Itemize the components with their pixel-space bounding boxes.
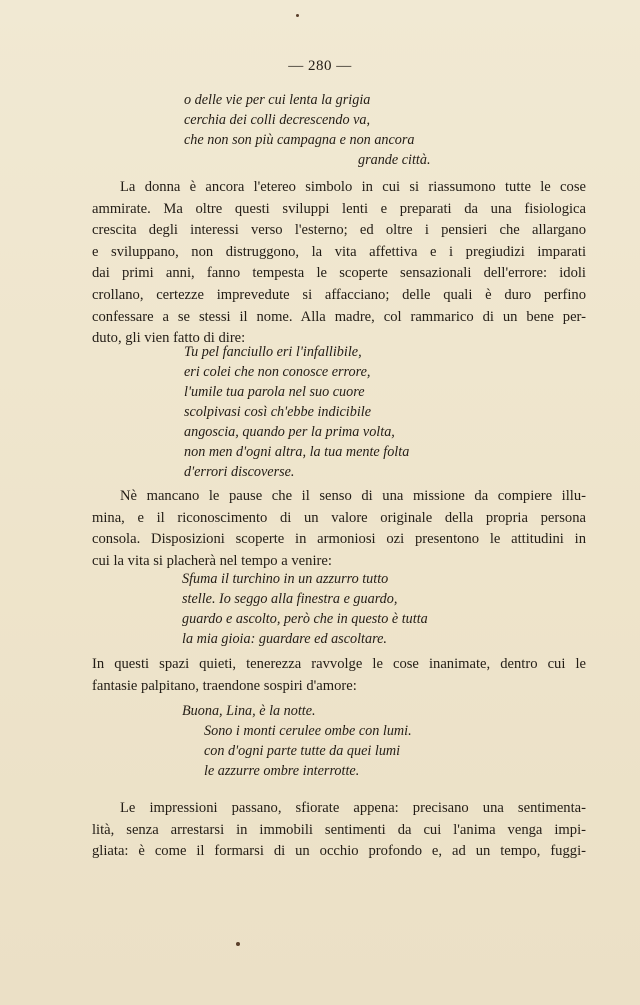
- text-line: crescita degli interessi verso l'esterno; ed oltre i pensieri che allargano: [92, 222, 586, 239]
- verse-line: scolpivasi così ch'ebbe indicibile: [184, 404, 372, 420]
- paragraph-2: [92, 486, 586, 572]
- text-line: La donna è ancora l'etereo simbolo in cui si riassumono tutte le cose: [120, 179, 586, 195]
- paragraph-1: [92, 177, 586, 350]
- verse-line: con d'ogni parte tutte da quei lumi: [204, 743, 401, 759]
- verse-line: Sfuma il turchino in un azzurro tutto: [182, 571, 389, 587]
- text-line: consola. Disposizioni scoperte in armoniosi ozi presentono le attitudini in: [92, 531, 586, 548]
- text-line: In questi spazi quieti, tenerezza ravvolge le cose inanimate, dentro cui le: [92, 656, 586, 672]
- text-line: Nè mancano le pause che il senso di una missione da compiere illu-: [120, 488, 586, 504]
- verse-line: Buona, Lina, è la notte.: [182, 703, 316, 719]
- verse-line: guardo e ascolto, però che in questo è tutta: [182, 611, 428, 627]
- verse-line: o delle vie per cui lenta la grigia: [184, 92, 371, 108]
- verse-quote-3: [182, 569, 428, 649]
- verse-line: che non son più campagna e non ancora: [184, 132, 415, 148]
- text-line: lità, senza arrestarsi in immobili sentimenti da cui l'anima venga impi-: [92, 821, 586, 838]
- verse-line: stelle. Io seggo alla finestra e guardo,: [182, 591, 398, 607]
- page-number: — 280 —: [288, 58, 352, 74]
- text-line: dai primi anni, fanno tempesta le scoperte sensazionali dell'errore: idoli: [92, 265, 586, 282]
- paragraph-4: [92, 798, 586, 863]
- text-line: fantasie palpitano, traendone sospiri d'amore:: [92, 677, 357, 694]
- text-line: gliata: è come il formarsi di un occhio profondo e, ad un tempo, fuggi-: [92, 843, 586, 860]
- verse-quote-2: [184, 342, 409, 482]
- text-line: e sviluppano, non distruggono, la vita affettiva e i pregiudizi imparati: [92, 243, 586, 260]
- verse-line: Tu pel fanciullo eri l'infallibile,: [184, 344, 362, 360]
- text-line: Le impressioni passano, sfiorate appena: precisano una sentimenta-: [120, 800, 586, 816]
- text-line: duto, gli vien fatto di dire:: [92, 330, 246, 347]
- verse-line: cerchia dei colli decrescendo va,: [184, 112, 371, 128]
- verse-line: eri colei che non conosce errore,: [184, 364, 371, 380]
- verse-line: angoscia, quando per la prima volta,: [184, 424, 395, 440]
- verse-line: le azzurre ombre interrotte.: [204, 763, 360, 779]
- text-line: ammirate. Ma oltre questi sviluppi lenti e preparati da una fisiologica: [92, 200, 586, 217]
- verse-quote-1: [184, 90, 431, 170]
- verse-line: l'umile tua parola nel suo cuore: [184, 384, 365, 400]
- text-line: crollano, certezze imprevedute si affacciano; delle quali è duro perfino: [92, 286, 586, 303]
- text-line: cui la vita si placherà nel tempo a venire:: [92, 552, 332, 569]
- verse-line: Sono i monti cerulee ombe con lumi.: [204, 723, 412, 739]
- ink-speck: [236, 942, 240, 946]
- paragraph-3: [92, 654, 586, 697]
- text-line: confessare a se stessi il nome. Alla madre, col rammarico di un bene per-: [92, 308, 586, 325]
- verse-line: la mia gioia: guardare ed ascoltare.: [182, 631, 387, 647]
- verse-quote-4: [182, 701, 412, 781]
- verse-line: non men d'ogni altra, la tua mente folta: [184, 444, 410, 460]
- text-line: mina, e il riconoscimento di un valore originale della propria persona: [92, 509, 586, 526]
- verse-line: grande città.: [358, 152, 431, 168]
- ink-speck: [296, 14, 299, 17]
- verse-line: d'errori discoverse.: [184, 464, 295, 480]
